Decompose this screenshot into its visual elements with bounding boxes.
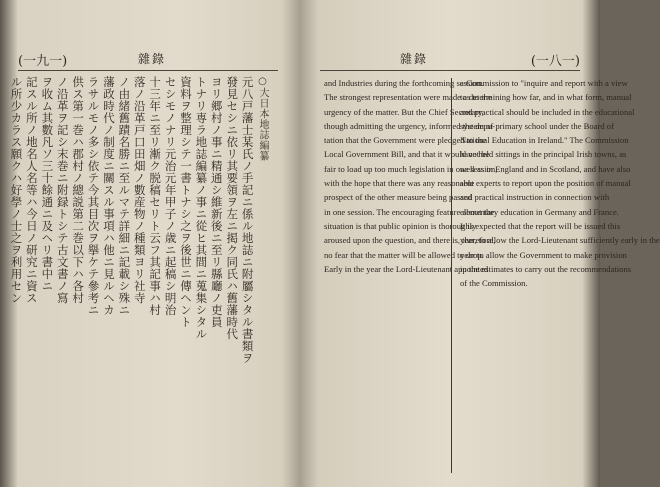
column-divider xyxy=(451,78,452,473)
text-line: with the hope that there was any reasonable xyxy=(324,178,475,189)
body-line: 落ノ沿革戸口田畑ノ數産物ノ種類ヨリ社寺 xyxy=(132,76,147,304)
right-page xyxy=(300,0,660,487)
right-page-number: (一八一) xyxy=(530,54,580,69)
right-page-header xyxy=(320,48,580,71)
text-line: to determining how far, and in what form, manual xyxy=(460,92,632,103)
text-line: no fear that the matter will be allowed to drop. xyxy=(324,249,484,260)
text-line: Local Government Bill, and that it would not be xyxy=(324,149,490,160)
text-line: It is expected that the report will be issued this xyxy=(460,220,621,231)
body-line: トナリ専ラ地誌編纂ノ事ニ從ヒ其間ニ蒐集シタル xyxy=(194,76,209,340)
text-line: sent experts to report upon the position of manual xyxy=(460,178,631,189)
text-line: National Education in Ireland." The Commission xyxy=(460,135,629,146)
right-header-title: 雜錄 xyxy=(400,52,429,66)
text-line: have held sittings in the principal Irish towns, as xyxy=(460,149,627,160)
left-body-text xyxy=(9,76,270,476)
left-page-number: (一九一) xyxy=(18,54,68,69)
body-line: 藩政時代ノ制度ニ關スル事項ハ他ニ見ルヘカ xyxy=(101,76,116,316)
text-line: year, to allow the Lord-Lieutenant sufficiently early in the xyxy=(460,235,660,246)
body-line: ノ沿革ヲ記シ末巻ニ附録トシテ古文書ノ寫 xyxy=(55,76,70,304)
text-line: a Commission to "inquire and report with a view xyxy=(460,78,628,88)
body-line: 十三年ニ至リ漸ク脱稿セリト云フ其記事ハ村 xyxy=(148,76,163,316)
text-line: well as in England and in Scotland, and have also xyxy=(460,163,631,174)
body-line: 元八戸藩士某氏ノ手記ニ係ル地誌ニ附屬シタル書類ヲ xyxy=(240,76,255,364)
english-column-right xyxy=(460,76,660,476)
text-line: Early in the year the Lord-Lieutenant appointed xyxy=(324,263,489,274)
text-line: and Industries during the forthcoming session. xyxy=(324,78,484,88)
text-line: in one session. The encouraging feature about the xyxy=(324,206,495,217)
body-line: ヲ收ム其數凡ソ三十餘通ニ及ヘリ書中ニ xyxy=(40,76,55,292)
body-line: ヨリ郷村ノ事ニ精通シ維新後ニ至リ縣廳ノ吏員 xyxy=(209,76,224,328)
text-line: aroused upon the question, and there is, therefore, xyxy=(324,235,496,246)
text-line: of the Commission. xyxy=(460,278,528,289)
text-line: year to allow the Government to make provision xyxy=(460,249,627,260)
body-line: 記スル所ノ地名人名等ハ今日ノ研究ニ資ス xyxy=(24,76,39,304)
text-line: urgency of the matter. But the Chief Secretary, xyxy=(324,106,484,117)
body-line: ル所少カラス願クハ好學ノ士之ヲ利用セン xyxy=(9,76,24,304)
text-line: tation that the Government were pledged to the xyxy=(324,135,487,146)
text-line: though admitting the urgency, informed the depu- xyxy=(324,120,495,131)
text-line: and practical instruction in connection with xyxy=(460,192,610,203)
text-line: elementary education in Germany and France. xyxy=(460,206,619,217)
text-line: in the estimates to carry out the recommendations xyxy=(460,263,632,274)
text-line: fair to load up too much legislation in one session, xyxy=(324,163,498,174)
body-line: 資料ヲ整理シテ一書トナシ之ヲ後世ニ傳ヘント xyxy=(178,76,193,328)
body-line: ラサルモノ多シ依テ今其目次ヲ擧ケテ參考ニ xyxy=(86,76,101,316)
left-header-title: 雜錄 xyxy=(138,52,167,66)
body-line: セシモノナリ元治元年甲子ノ歳ニ起稿シ明治 xyxy=(163,76,178,316)
body-line: 發見セシニ依リ其要領ヲ左ニ掲ク同氏ハ舊藩時代 xyxy=(225,76,240,340)
text-line: and practical should be included in the educational xyxy=(460,106,635,117)
text-line: prospect of the other measure being passed xyxy=(324,192,472,203)
left-page xyxy=(0,0,300,487)
body-line: ノ由緒舊蹟名勝ニ至ルマテ詳細ニ記載シ殊ニ xyxy=(117,76,132,316)
text-line: system of primary school under the Board of xyxy=(460,120,614,131)
left-page-header xyxy=(18,48,278,71)
section-heading: ○大日本地誌編纂 xyxy=(257,76,268,161)
text-line: The strongest representation were made as to the xyxy=(324,92,492,103)
text-line: situation is that public opinion is thoroughly xyxy=(324,220,477,231)
body-line: 供ス第一巻ハ郡村ノ總説第二巻以下ハ各村 xyxy=(71,76,86,304)
